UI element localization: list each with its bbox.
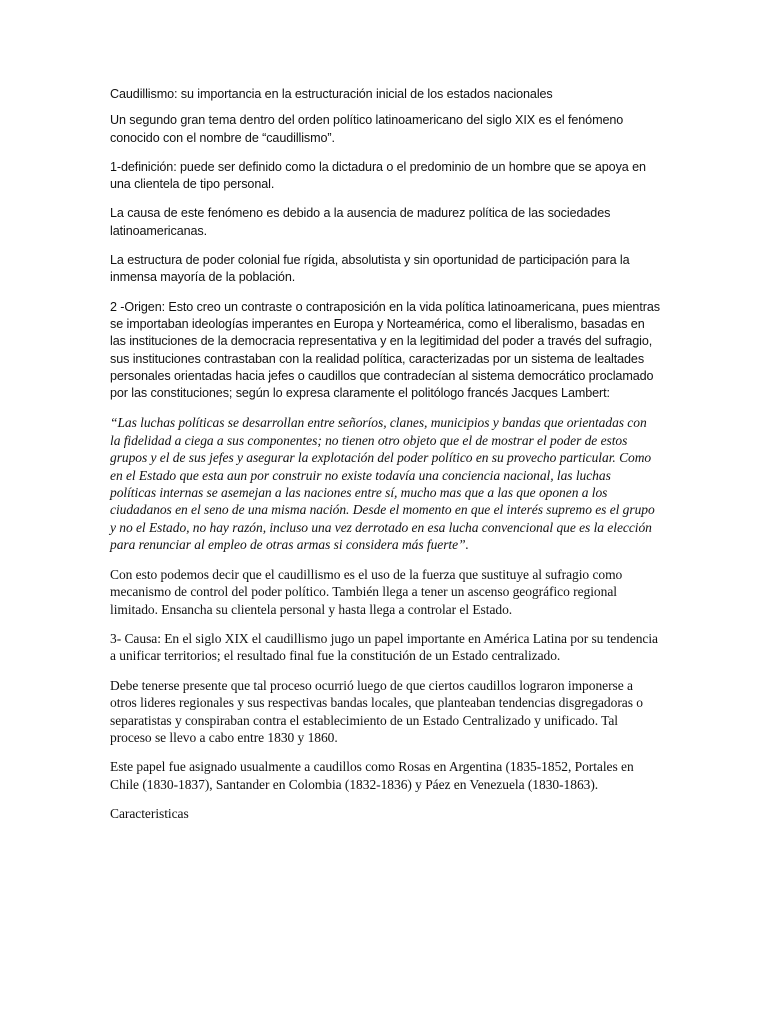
paragraph-estructura-colonial: La estructura de poder colonial fue rígida, absolutista y sin oportunidad de participación para la inmensa mayoría de la población.	[110, 253, 630, 285]
document-title: Caudillismo: su importancia en la estructuración inicial de los estados nacionales	[110, 87, 553, 101]
paragraph-proceso: Debe tenerse presente que tal proceso ocurrió luego de que ciertos caudillos lograron imponerse a otros lideres regionales y sus respectivas bandas locales, que planteaban tendencias disgregadoras o separatistas y conspiraban contra el establecimiento de un Estado Centralizado y unificado. Tal proceso se llevo a cabo entre 1830 y 1860.	[110, 677, 643, 745]
paragraph-intro: Un segundo gran tema dentro del orden político latinoamericano del siglo XIX es el fenómeno conocido con el nombre de “caudillismo”.	[110, 113, 624, 145]
paragraph-definicion: 1-definición: puede ser definido como la dictadura o el predominio de un hombre que se apoya en una clientela de tipo personal.	[110, 159, 646, 192]
paragraph-causa: 3- Causa: En el siglo XIX el caudillismo jugo un papel importante en América Latina por su tendencia a unificar territorios; el resultado final fue la constitución de un Estado centralizado.	[110, 630, 658, 664]
document-page	[110, 86, 660, 835]
paragraph-origen: 2 -Origen: Esto creo un contraste o contraposición en la vida política latinoamericana, pues mientras se importaban ideologías imperantes en Europa y Norteamérica, como el liberalismo, basadas en las instituciones de la democracia representativa y en la legitimidad del poder a través del sufragio, sus instituciones contrastaban con la realidad política, caracterizadas por un sistema de lealtades personales orientadas hacia jefes o caudillos que contradecían al sistema democrático proclamado por las constituciones; según lo expresa claramente el politólogo francés Jacques Lambert:	[110, 299, 660, 401]
paragraph-conclusion-fuerza: Con esto podemos decir que el caudillismo es el uso de la fuerza que sustituye al sufragio como mecanismo de control del poder político. También llega a tener un ascenso geográfico regional limitado. Ensancha su clientela personal y hasta llega a controlar el Estado.	[110, 566, 623, 617]
heading-caracteristicas: Caracteristicas	[110, 806, 189, 822]
paragraph-caudillos: Este papel fue asignado usualmente a caudillos como Rosas en Argentina (1835-1852, Portales en Chile (1830-1837), Santander en Colombia (1832-1836) y Páez en Venezuela (1830-1863).	[110, 759, 634, 792]
paragraph-causa-fenomeno: La causa de este fenómeno es debido a la ausencia de madurez política de las sociedades latinoamericanas.	[110, 206, 611, 238]
quote-lambert: “Las luchas políticas se desarrollan entre señoríos, clanes, municipios y bandas que orientadas con la fidelidad a ciega a sus componentes; no tienen otro objeto que el de mostrar el poder de estos grupos y el de sus jefes y asegurar la explotación del poder político en su provecho particular. Como en el Estado que esta aun por construir no existe todavía una conciencia nacional, las luchas políticas internas se asemejan a las naciones entre sí, mucho mas que a las que oponen a los ciudadanos en el seno de una misma nación. Desde el momento en que el interés supremo es el grupo y no el Estado, no hay razón, incluso una vez derrotado en esa lucha convencional que es la elección para renunciar al empleo de otras armas si considera más fuerte”.	[110, 415, 655, 553]
